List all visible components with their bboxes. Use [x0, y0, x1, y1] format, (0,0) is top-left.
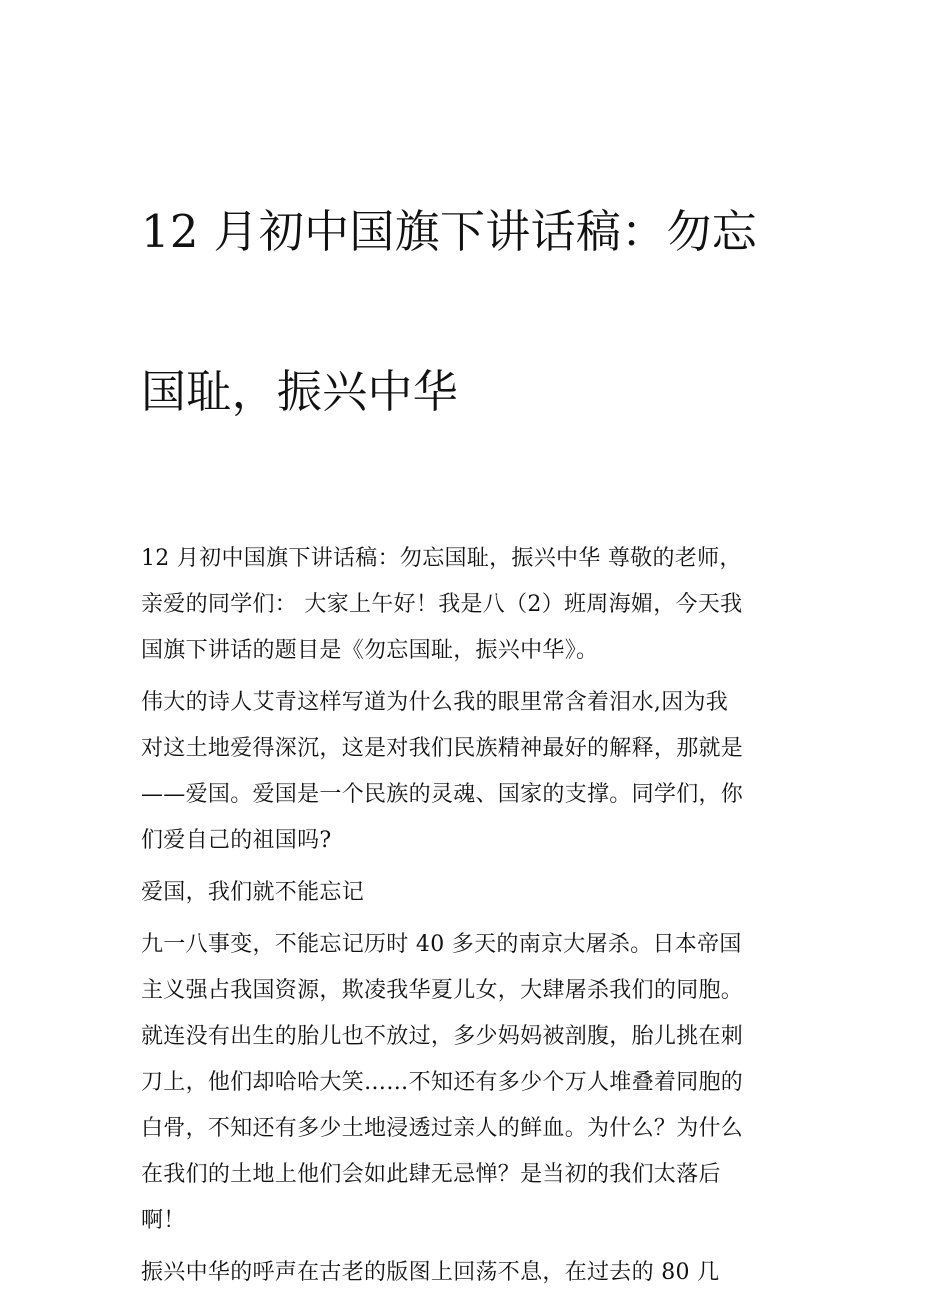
text-line: 九一八事变，不能忘记历时 40 多天的南京大屠杀。日本帝国: [141, 932, 742, 957]
text-line: 主义强占我国资源，欺凌我华夏儿女，大肆屠杀我们的同胞。: [141, 978, 744, 1003]
text-line: 振兴中华的呼声在古老的版图上回荡不息，在过去的 80 几: [141, 1260, 720, 1285]
text-line: 刀上，他们却哈哈大笑……不知还有多少个万人堆叠着同胞的: [141, 1070, 744, 1095]
text-line: 亲爱的同学们： 大家上午好！我是八（2）班周海媚，今天我: [141, 592, 743, 617]
title-line: 12 月初中国旗下讲话稿：勿忘: [141, 205, 758, 258]
text-line: 啊！: [141, 1208, 186, 1233]
paragraph: [141, 870, 821, 916]
text-line: 国旗下讲话的题目是《勿忘国耻，振兴中华》。: [141, 638, 599, 663]
text-line: ——爱国。爱国是一个民族的灵魂、国家的支撑。同学们，你: [141, 782, 744, 807]
paragraph: [141, 680, 821, 864]
paragraph: [141, 536, 821, 674]
paragraph: [141, 1250, 821, 1296]
text-line: 就连没有出生的胎儿也不放过，多少妈妈被剖腹，胎儿挑在刺: [141, 1024, 744, 1049]
text-line: 12 月初中国旗下讲话稿：勿忘国耻，振兴中华 尊敬的老师，: [141, 546, 742, 571]
text-line: 在我们的土地上他们会如此肆无忌惮？是当初的我们太落后: [141, 1162, 721, 1187]
document-title: [141, 112, 821, 512]
text-line: 爱国，我们就不能忘记: [141, 880, 365, 905]
text-line: 白骨，不知还有多少土地浸透过亲人的鲜血。为什么？为什么: [141, 1116, 744, 1141]
title-line: 国耻，振兴中华: [141, 365, 459, 418]
text-line: 们爱自己的祖国吗?: [141, 828, 332, 853]
text-line: 对这土地爱得深沉，这是对我们民族精神最好的解释，那就是: [141, 736, 744, 761]
document-body: [141, 536, 821, 1296]
document-page: [141, 112, 821, 1296]
paragraph: [141, 922, 821, 1244]
text-line: 伟大的诗人艾青这样写道为什么我的眼里常含着泪水,因为我: [141, 690, 729, 715]
